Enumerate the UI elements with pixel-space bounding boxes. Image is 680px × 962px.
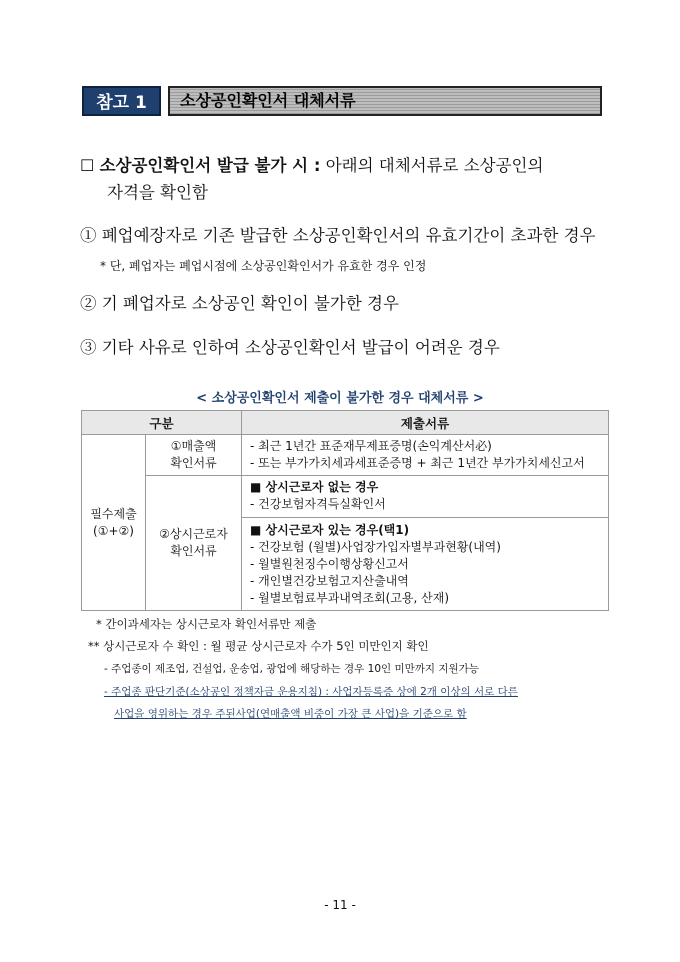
list-item-3: ③ 기타 사유로 인하여 소상공인확인서 발급이 어려운 경우 (80, 338, 500, 357)
alternative-documents-table (81, 410, 609, 611)
footnote-industry-criteria-cont: 사업을 영위하는 경우 주된사업(연매출액 비중이 가장 큰 사업)을 기준으로 함 (114, 708, 467, 720)
section-title: 소상공인확인서 대체서류 (168, 86, 602, 116)
document-line: - 최근 1년간 표준재무제표증명(손익계산서必) (250, 439, 492, 453)
table-title: < 소상공인확인서 제출이 불가한 경우 대체서류 > (196, 391, 484, 406)
column-header-category: 구분 (82, 411, 242, 435)
row-label-employees: ②상시근로자 확인서류 (146, 476, 242, 611)
divider (242, 517, 608, 518)
reference-badge: 참고 1 (82, 86, 161, 116)
footnote-simplified-taxpayer: * 간이과세자는 상시근로자 확인서류만 제출 (96, 617, 317, 631)
checkbox-icon: ☐ (80, 156, 95, 175)
column-header-documents: 제출서류 (242, 411, 609, 435)
list-item-2: ② 기 폐업자로 소상공인 확인이 불가한 경우 (80, 294, 399, 313)
group-label: 필수제출 (①+②) (82, 435, 146, 611)
intro-paragraph (80, 152, 620, 206)
footnote-industry-limit: - 주업종이 제조업, 건설업, 운송업, 광업에 해당하는 경우 10인 미만까지 지원가능 (104, 663, 479, 675)
employee-documents (242, 476, 609, 611)
list-item-1: ① 폐업예장자로 기존 발급한 소상공인확인서의 유효기간이 초과한 경우 (80, 226, 596, 245)
no-employees-heading: ■ 상시근로자 없는 경우 (250, 480, 379, 494)
document-line: - 또는 부가가치세과세표준증명 + 최근 1년간 부가가치세신고서 (250, 456, 585, 470)
note-closed-business: * 단, 폐업자는 폐업시점에 소상공인확인서가 유효한 경우 인정 (100, 259, 427, 273)
document-line: - 건강보험 (월별)사업장가입자별부과현황(내역) (250, 540, 501, 554)
section-header (82, 86, 602, 116)
sales-documents (242, 435, 609, 476)
intro-text-continued: 자격을 확인함 (107, 183, 208, 202)
document-line: - 월별원천징수이행상황신고서 (250, 557, 409, 571)
footnote-industry-criteria: - 주업종 판단기준(소상공인 정책자금 운용지침) : 사업자등록증 상에 2개 이상의 서로 다른 (104, 686, 518, 698)
intro-text: 아래의 대체서류로 소상공인의 (320, 156, 544, 175)
has-employees-heading: ■ 상시근로자 있는 경우(택1) (250, 523, 410, 537)
page-number: - 11 - (324, 898, 356, 912)
document-line: - 개인별건강보험고지산출내역 (250, 574, 409, 588)
footnote-employee-count: ** 상시근로자 수 확인 : 월 평균 상시근로자 수가 5인 미만인지 확인 (88, 639, 429, 653)
document-line: - 월별보험료부과내역조회(고용, 산재) (250, 591, 450, 605)
document-line: - 건강보험자격득실확인서 (250, 497, 386, 511)
row-label-sales: ①매출액 확인서류 (146, 435, 242, 476)
intro-bold-text: 소상공인확인서 발급 불가 시 : (99, 156, 321, 175)
